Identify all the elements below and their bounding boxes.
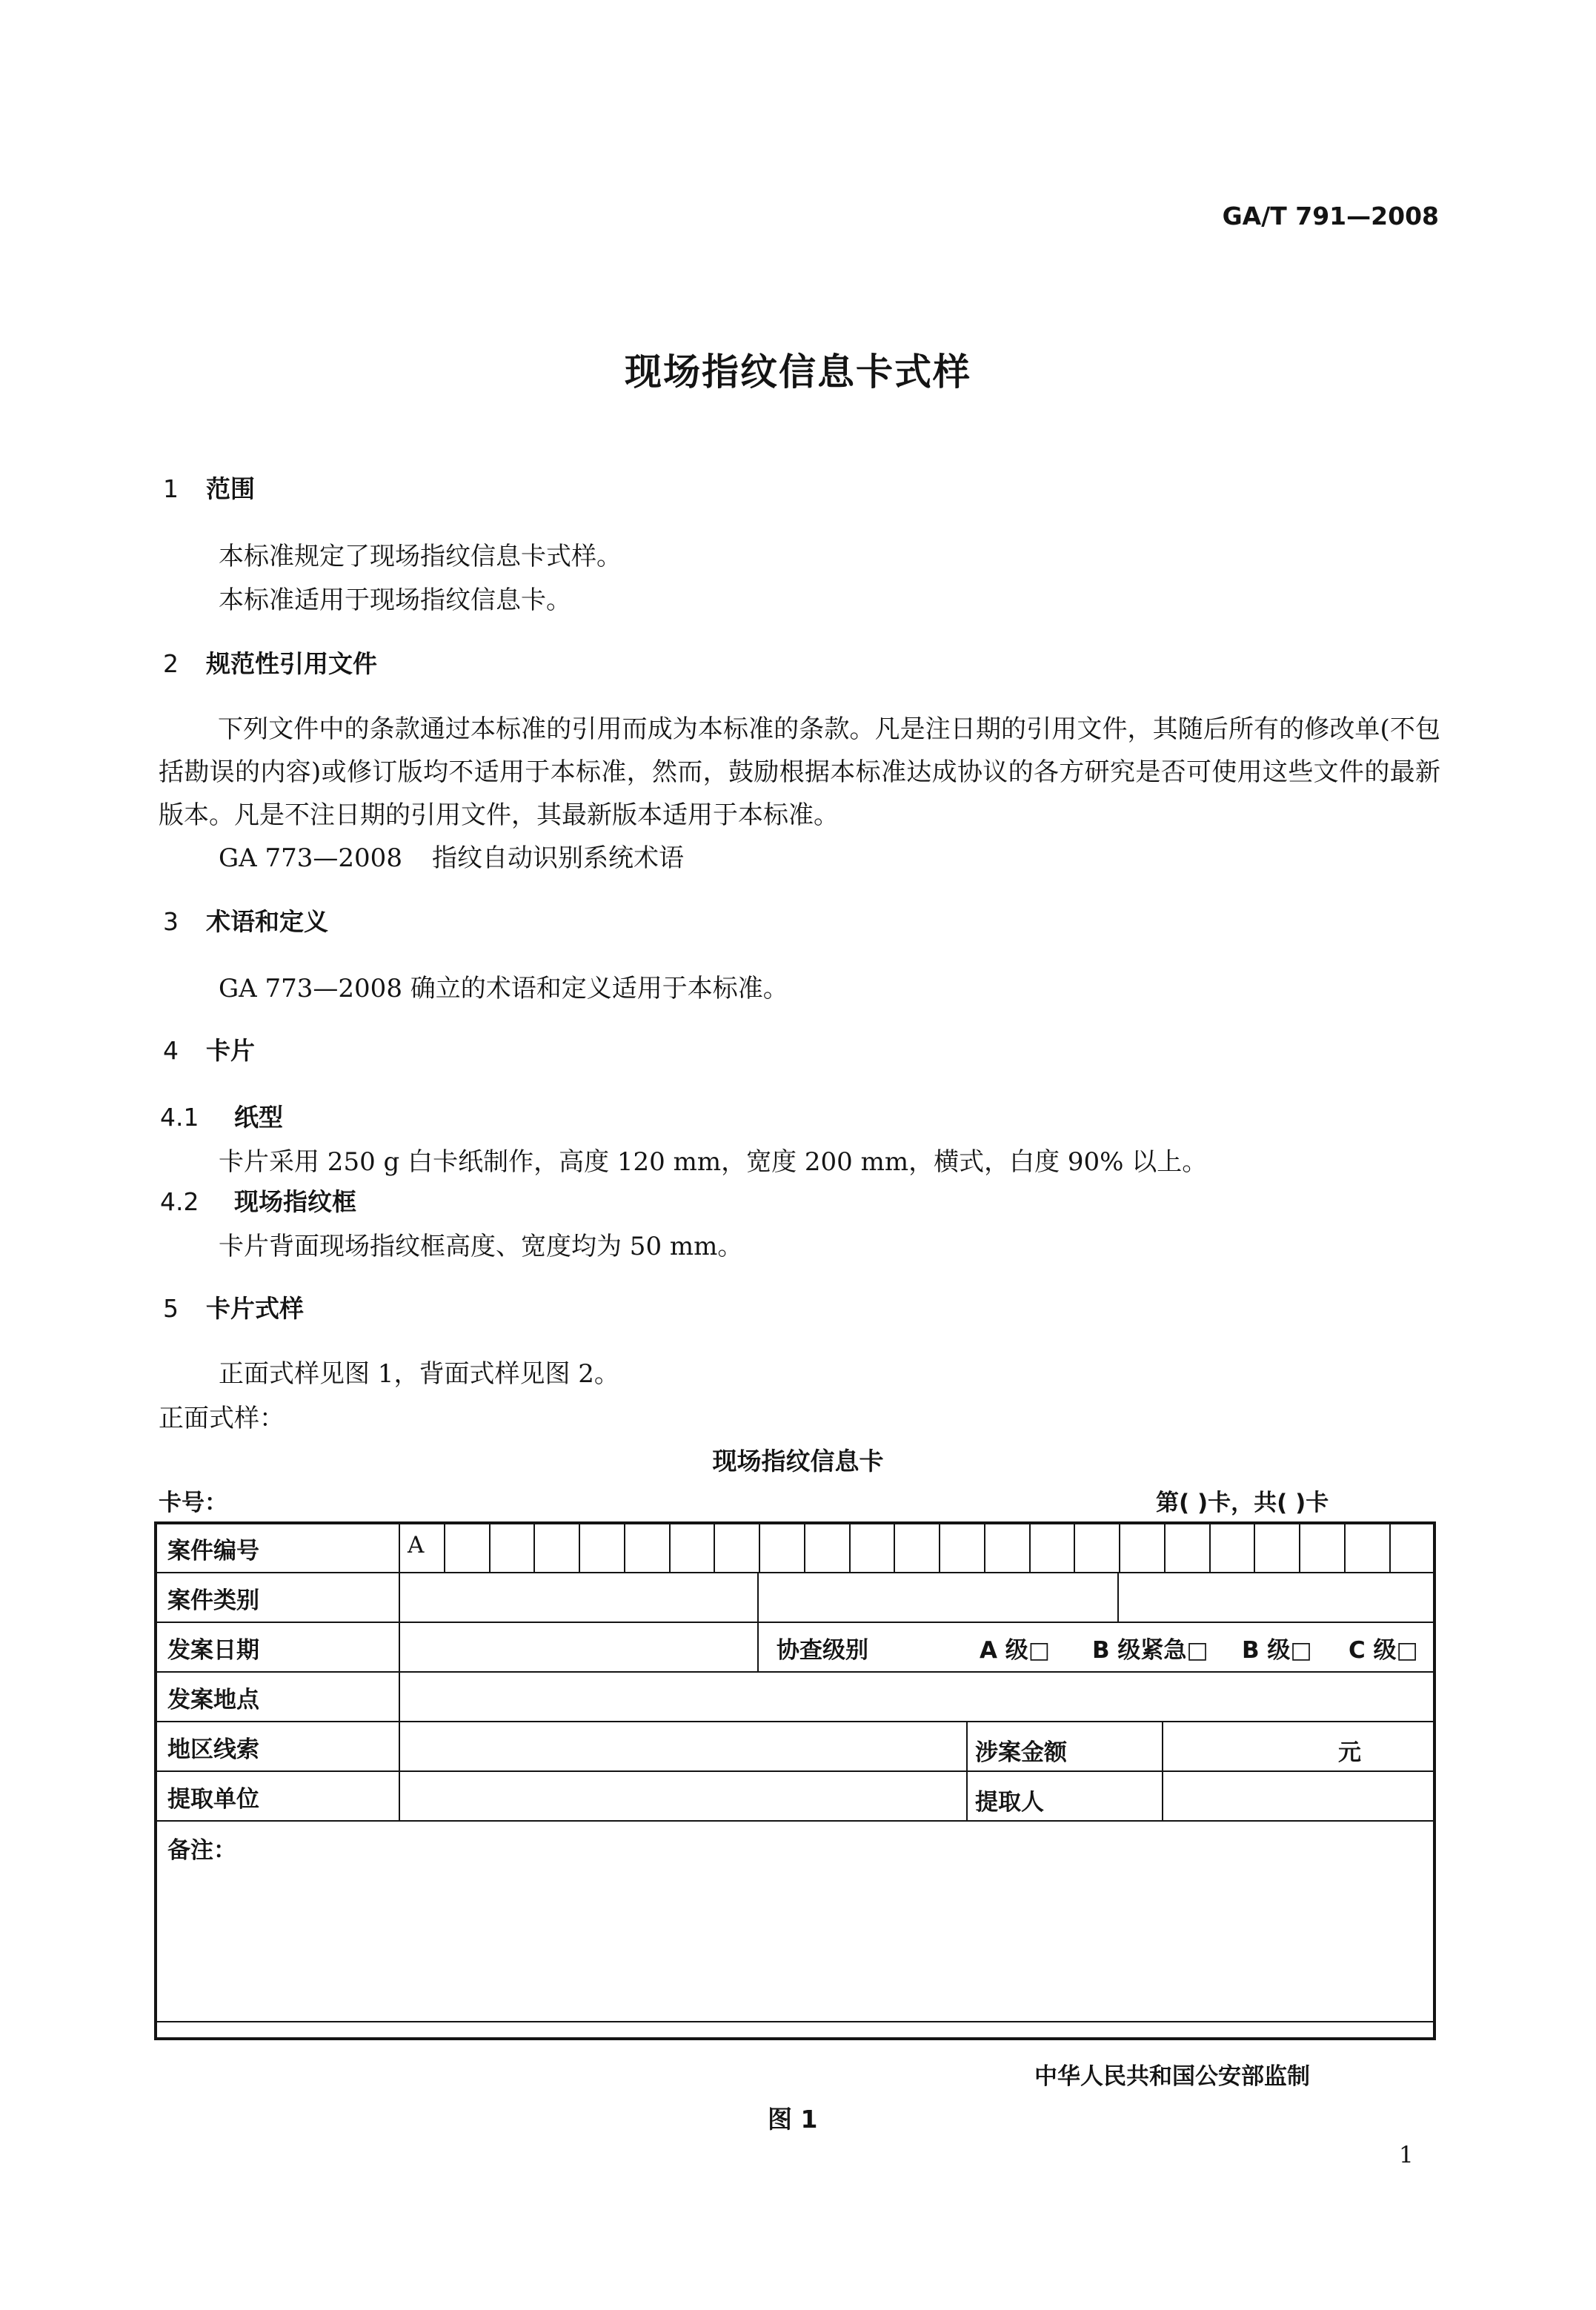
case-number-label: 案件编号	[167, 1538, 259, 1564]
page-number: 1	[1399, 2142, 1414, 2168]
case-number-digit-box[interactable]	[1389, 1524, 1391, 1572]
incident-date-label: 发案日期	[167, 1637, 259, 1664]
case-type-label: 案件类别	[167, 1587, 259, 1614]
case-number-digit-box[interactable]	[1209, 1524, 1211, 1572]
info-card-form	[154, 1521, 1436, 2040]
case-number-digit-box[interactable]	[984, 1524, 985, 1572]
section-3-heading	[163, 903, 328, 937]
level-b-checkbox[interactable]: B 级□	[1242, 1637, 1312, 1664]
card-count: 第( )卡，共( )卡	[1156, 1490, 1329, 1516]
case-number-digit-box[interactable]	[759, 1524, 760, 1572]
case-number-prefix: A	[408, 1532, 425, 1559]
column-divider	[1162, 1721, 1163, 1820]
level-c-checkbox[interactable]: C 级□	[1349, 1637, 1418, 1664]
section-title: 卡片	[206, 1036, 255, 1065]
front-sample-label: 正面式样：	[159, 1404, 285, 1433]
column-divider	[1117, 1572, 1119, 1622]
assist-level-label: 协查级别	[777, 1637, 868, 1664]
row-divider	[157, 1770, 1433, 1772]
card-issuer: 中华人民共和国公安部监制	[1034, 2063, 1310, 2090]
column-divider	[757, 1572, 759, 1622]
section-number: 4.2	[160, 1187, 199, 1216]
case-number-digit-box[interactable]	[1119, 1524, 1120, 1572]
extracting-unit-label: 提取单位	[167, 1786, 259, 1813]
column-divider	[966, 1721, 968, 1820]
row-divider	[157, 1820, 1433, 1822]
section-4-1-text: 卡片采用 250 g 白卡纸制作，高度 120 mm，宽度 200 mm，横式，白度 90% 以上。	[219, 1147, 1208, 1177]
section-title: 范围	[206, 474, 255, 503]
reference-title: 指纹自动识别系统术语	[431, 843, 684, 873]
case-number-digit-box[interactable]	[1164, 1524, 1166, 1572]
case-number-digit-box[interactable]	[939, 1524, 940, 1572]
section-4-1-heading	[160, 1098, 283, 1133]
section-2-paragraph: 下列文件中的条款通过本标准的引用而成为本标准的条款。凡是注日期的引用文件，其随后所有的修改单(不包括勘误的内容)或修订版均不适用于本标准，然而，鼓励根据本标准达成协议的各方研究是否可使用这些文件的最新版本。凡是不注日期的引用文件，其最新版本适用于本标准。	[159, 714, 1440, 830]
case-number-digit-box[interactable]	[1344, 1524, 1346, 1572]
section-2-heading	[163, 645, 377, 680]
case-number-digit-box[interactable]	[624, 1524, 625, 1572]
card-title: 现场指纹信息卡	[712, 1447, 884, 1476]
section-1-line-1: 本标准规定了现场指纹信息卡式样。	[219, 542, 622, 571]
section-title: 纸型	[234, 1103, 283, 1132]
row-divider	[157, 1671, 1433, 1673]
case-number-digit-box[interactable]	[894, 1524, 895, 1572]
section-number: 4.1	[160, 1103, 199, 1132]
reference-code: GA 773—2008	[219, 843, 402, 873]
section-1-line-2: 本标准适用于现场指纹信息卡。	[219, 585, 571, 615]
row-divider	[157, 1721, 1433, 1722]
case-number-digit-box[interactable]	[804, 1524, 805, 1572]
remarks-label: 备注：	[167, 1837, 236, 1864]
level-a-checkbox[interactable]: A 级□	[980, 1637, 1051, 1664]
case-number-digit-box[interactable]	[489, 1524, 491, 1572]
section-title: 规范性引用文件	[206, 649, 377, 678]
case-number-digit-box[interactable]	[849, 1524, 851, 1572]
case-number-digit-box[interactable]	[669, 1524, 671, 1572]
case-number-digit-box[interactable]	[1254, 1524, 1255, 1572]
normative-reference	[219, 837, 684, 874]
column-divider	[757, 1622, 759, 1671]
case-number-digit-box[interactable]	[533, 1524, 535, 1572]
section-number: 3	[163, 907, 179, 936]
card-number-label: 卡号：	[159, 1490, 227, 1516]
incident-place-label: 发案地点	[167, 1687, 259, 1713]
section-number: 5	[163, 1294, 179, 1323]
case-number-digit-box[interactable]	[1029, 1524, 1031, 1572]
section-title: 术语和定义	[206, 907, 328, 936]
column-divider	[399, 1524, 400, 1820]
case-number-digit-box[interactable]	[1074, 1524, 1075, 1572]
amount-label: 涉案金额	[975, 1739, 1067, 1766]
section-number: 1	[163, 474, 179, 503]
standard-number: GA/T 791—2008	[1222, 202, 1439, 230]
area-clue-label: 地区线索	[167, 1736, 259, 1763]
extractor-label: 提取人	[975, 1789, 1044, 1816]
section-3-line: GA 773—2008 确立的术语和定义适用于本标准。	[219, 974, 788, 1003]
document-title: 现场指纹信息卡式样	[625, 351, 971, 394]
row-divider	[157, 1622, 1433, 1623]
section-title: 现场指纹框	[234, 1187, 356, 1216]
section-number: 4	[163, 1036, 179, 1065]
section-5-heading	[163, 1290, 304, 1324]
row-divider	[157, 2021, 1433, 2022]
case-number-digit-box[interactable]	[714, 1524, 715, 1572]
figure-caption: 图 1	[768, 2105, 818, 2134]
section-4-heading	[163, 1032, 255, 1066]
amount-unit: 元	[1338, 1739, 1361, 1766]
case-number-digit-box[interactable]	[444, 1524, 445, 1572]
section-number: 2	[163, 649, 179, 678]
section-title: 卡片式样	[206, 1294, 304, 1323]
section-1-heading	[163, 470, 255, 505]
section-4-2-text: 卡片背面现场指纹框高度、宽度均为 50 mm。	[219, 1232, 743, 1261]
level-b-urgent-checkbox[interactable]: B 级紧急□	[1092, 1637, 1208, 1664]
case-number-digit-box[interactable]	[579, 1524, 580, 1572]
section-5-line: 正面式样见图 1，背面式样见图 2。	[219, 1359, 619, 1389]
case-number-digit-box[interactable]	[1299, 1524, 1300, 1572]
row-divider	[157, 1572, 1433, 1573]
section-4-2-heading	[160, 1183, 356, 1218]
